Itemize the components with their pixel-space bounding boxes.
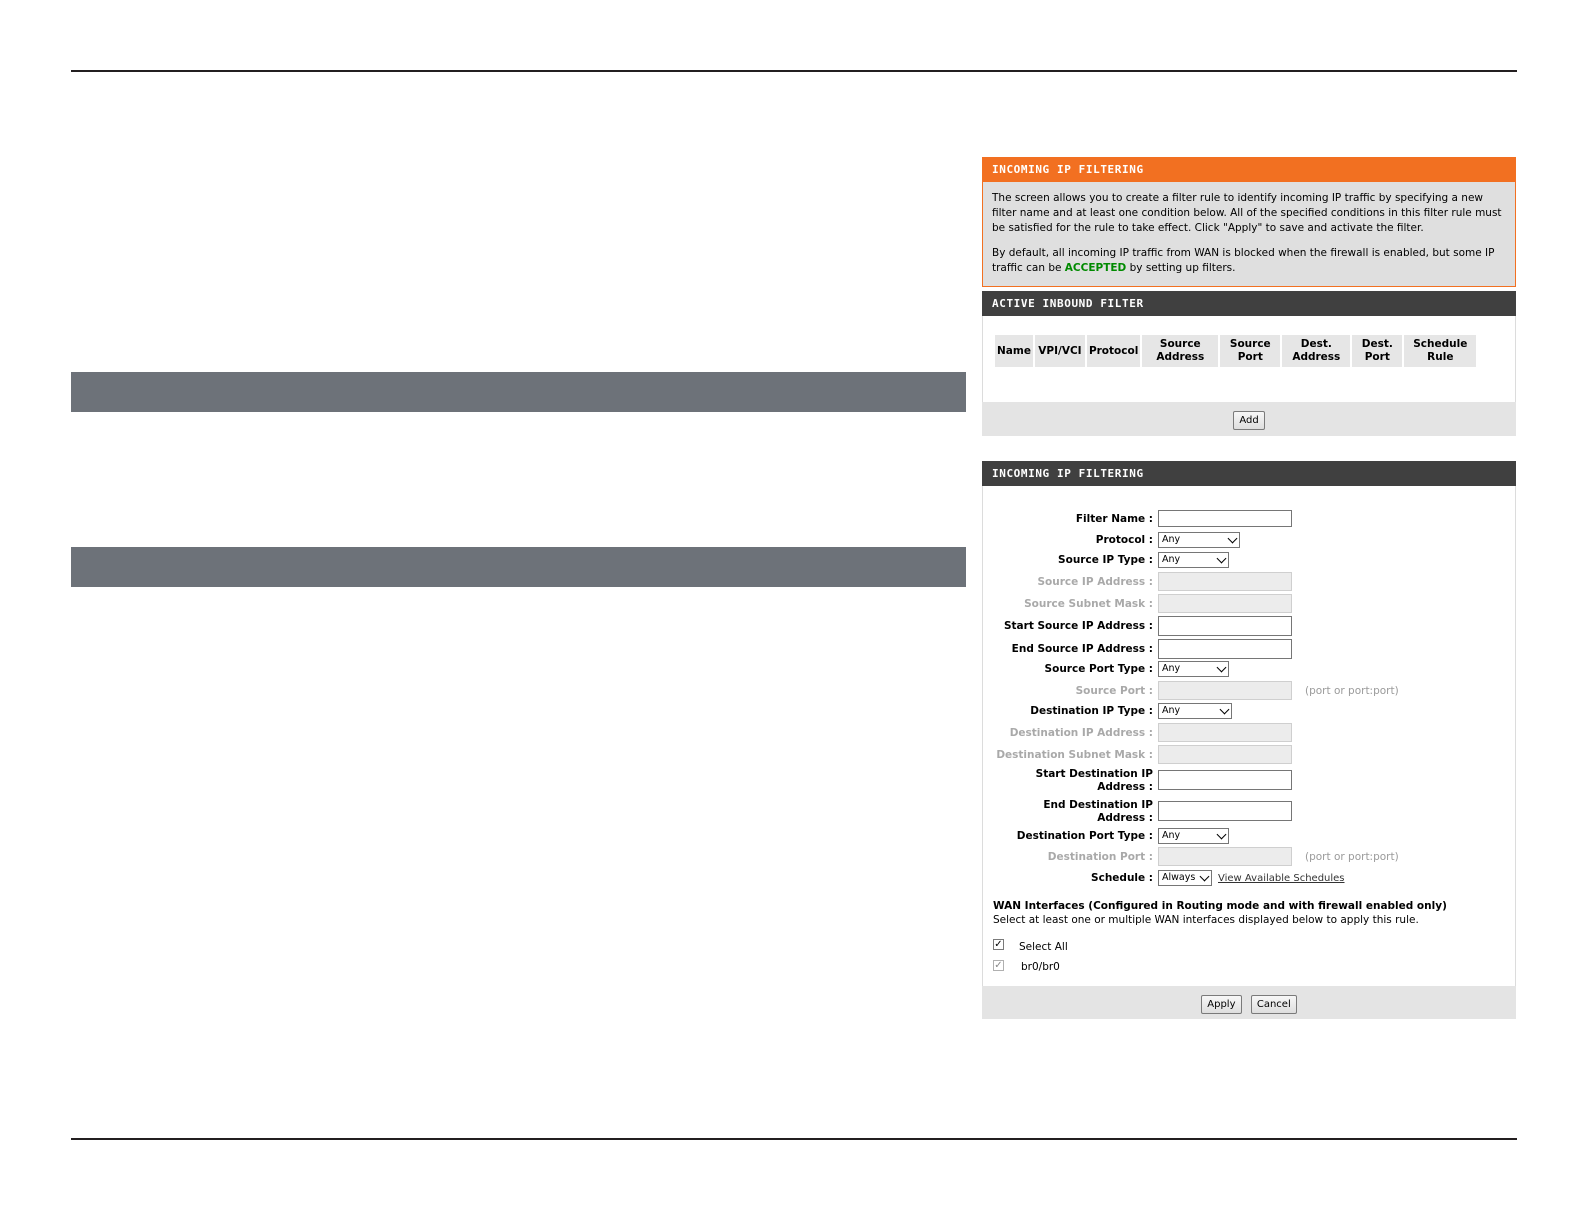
row-schedule (983, 870, 1517, 890)
row-start-source-ip (983, 616, 1517, 636)
label-destination-ip-address: Destination IP Address : (1009, 727, 1153, 739)
chevron-down-icon (1217, 663, 1227, 673)
form-header: INCOMING IP FILTERING (982, 461, 1516, 486)
top-rule (71, 70, 1517, 72)
row-destination-ip-type (983, 703, 1517, 723)
cancel-button[interactable]: Cancel (1251, 995, 1297, 1014)
active-inbound-filter-header: ACTIVE INBOUND FILTER (982, 291, 1516, 316)
active-filter-table (993, 335, 1478, 367)
label-source-ip-address: Source IP Address : (1037, 576, 1153, 588)
chevron-down-icon (1217, 830, 1227, 840)
view-available-schedules-link[interactable]: View Available Schedules (1218, 873, 1345, 884)
desc-text-before: By default, all incoming IP traffic from WAN is blocked when the firewall is enabled, but some IP traffic can be (992, 247, 1495, 274)
end-destination-ip-input[interactable] (1158, 801, 1292, 821)
section-bar-1 (71, 372, 966, 412)
label-start-destination-ip-line2: Address : (1097, 781, 1153, 793)
row-destination-port (983, 847, 1517, 867)
description-paragraph-1: The screen allows you to create a filter rule to identify incoming IP traffic by specifying a new filter name and at least one condition below. All of the specified conditions in this filter rule must be satisfied for the rule to take effect. Click "Apply" to save and activate the filter. (992, 192, 1502, 234)
col-vpi-vci: VPI/VCI (1035, 335, 1085, 367)
form-footer (982, 986, 1516, 1019)
row-start-destination-ip (983, 768, 1517, 796)
filter-name-input[interactable] (1158, 510, 1292, 527)
col-schedule-rule: Schedule Rule (1404, 335, 1476, 367)
source-port-type-value: Any (1162, 663, 1181, 674)
destination-ip-address-input (1158, 723, 1292, 742)
panel-description (982, 182, 1516, 287)
col-source-address: Source Address (1142, 335, 1218, 367)
add-button[interactable]: Add (1233, 411, 1264, 430)
row-destination-subnet-mask (983, 745, 1517, 765)
label-destination-ip-type: Destination IP Type : (1030, 705, 1153, 717)
description-paragraph-2 (992, 246, 1506, 276)
col-name: Name (995, 335, 1033, 367)
label-protocol: Protocol : (1095, 534, 1153, 546)
destination-port-input (1158, 847, 1292, 866)
destination-ip-type-select[interactable] (1158, 703, 1232, 719)
label-start-source-ip: Start Source IP Address : (1003, 620, 1153, 632)
schedule-select[interactable] (1158, 870, 1212, 886)
br0-label: br0/br0 (1021, 961, 1060, 973)
source-port-input (1158, 681, 1292, 700)
row-source-ip-type (983, 552, 1517, 572)
protocol-value: Any (1162, 534, 1181, 545)
row-protocol (983, 532, 1517, 552)
protocol-select[interactable] (1158, 532, 1240, 548)
row-source-subnet-mask (983, 594, 1517, 614)
label-source-port: Source Port : (1075, 685, 1153, 697)
active-filter-table-area (982, 316, 1516, 402)
destination-port-hint: (port or port:port) (1305, 851, 1399, 863)
label-end-destination-ip (1043, 799, 1153, 825)
destination-port-type-value: Any (1162, 830, 1181, 841)
incoming-ip-filtering-panel (982, 157, 1516, 436)
form-area (982, 486, 1516, 986)
row-end-source-ip (983, 639, 1517, 659)
destination-subnet-mask-input (1158, 745, 1292, 764)
row-source-port (983, 681, 1517, 701)
add-footer (982, 402, 1516, 436)
label-schedule: Schedule : (1091, 872, 1153, 884)
select-all-checkbox[interactable]: ✓ (994, 939, 1003, 950)
chevron-down-icon (1228, 534, 1238, 544)
row-filter-name (983, 510, 1517, 530)
label-end-destination-ip-line1: End Destination IP (1043, 799, 1153, 811)
panel-header: INCOMING IP FILTERING (982, 157, 1516, 182)
br0-checkbox: ✓ (994, 960, 1003, 971)
label-filter-name: Filter Name : (1075, 513, 1153, 525)
start-destination-ip-input[interactable] (1158, 770, 1292, 790)
row-source-ip-address (983, 572, 1517, 592)
section-bar-2 (71, 547, 966, 587)
accepted-highlight: ACCEPTED (1064, 262, 1127, 274)
chevron-down-icon (1217, 554, 1227, 564)
col-source-port: Source Port (1220, 335, 1280, 367)
source-port-type-select[interactable] (1158, 661, 1229, 677)
wan-interfaces-title: WAN Interfaces (Configured in Routing mode and with firewall enabled only) (993, 900, 1447, 912)
label-destination-port-type: Destination Port Type : (1016, 830, 1153, 842)
destination-ip-type-value: Any (1162, 705, 1181, 716)
label-source-subnet-mask: Source Subnet Mask : (1024, 598, 1153, 610)
col-protocol: Protocol (1087, 335, 1140, 367)
label-destination-port: Destination Port : (1047, 851, 1153, 863)
source-port-hint: (port or port:port) (1305, 685, 1399, 697)
label-start-destination-ip-line1: Start Destination IP (1035, 768, 1153, 780)
row-source-port-type (983, 661, 1517, 681)
row-end-destination-ip (983, 799, 1517, 827)
incoming-ip-filtering-form-panel (982, 461, 1516, 1019)
label-source-ip-type: Source IP Type : (1058, 554, 1153, 566)
source-ip-type-select[interactable] (1158, 552, 1229, 568)
select-all-label: Select All (1019, 941, 1068, 953)
destination-port-type-select[interactable] (1158, 828, 1229, 844)
source-ip-address-input (1158, 572, 1292, 591)
label-end-destination-ip-line2: Address : (1097, 812, 1153, 824)
end-source-ip-input[interactable] (1158, 639, 1292, 659)
apply-button[interactable]: Apply (1201, 995, 1241, 1014)
label-end-source-ip: End Source IP Address : (1011, 643, 1153, 655)
col-dest-port: Dest. Port (1352, 335, 1402, 367)
row-destination-ip-address (983, 723, 1517, 743)
label-destination-subnet-mask: Destination Subnet Mask : (996, 749, 1153, 761)
label-source-port-type: Source Port Type : (1044, 663, 1153, 675)
bottom-rule (71, 1138, 1517, 1140)
label-start-destination-ip (1036, 768, 1153, 794)
wan-interfaces-description: Select at least one or multiple WAN interfaces displayed below to apply this rule. (993, 914, 1419, 926)
source-subnet-mask-input (1158, 594, 1292, 613)
start-source-ip-input[interactable] (1158, 616, 1292, 636)
row-destination-port-type (983, 828, 1517, 848)
chevron-down-icon (1220, 705, 1230, 715)
col-dest-address: Dest. Address (1282, 335, 1350, 367)
desc-text-after: by setting up filters. (1126, 262, 1236, 274)
source-ip-type-value: Any (1162, 554, 1181, 565)
schedule-value: Always (1162, 872, 1196, 883)
chevron-down-icon (1200, 872, 1210, 882)
